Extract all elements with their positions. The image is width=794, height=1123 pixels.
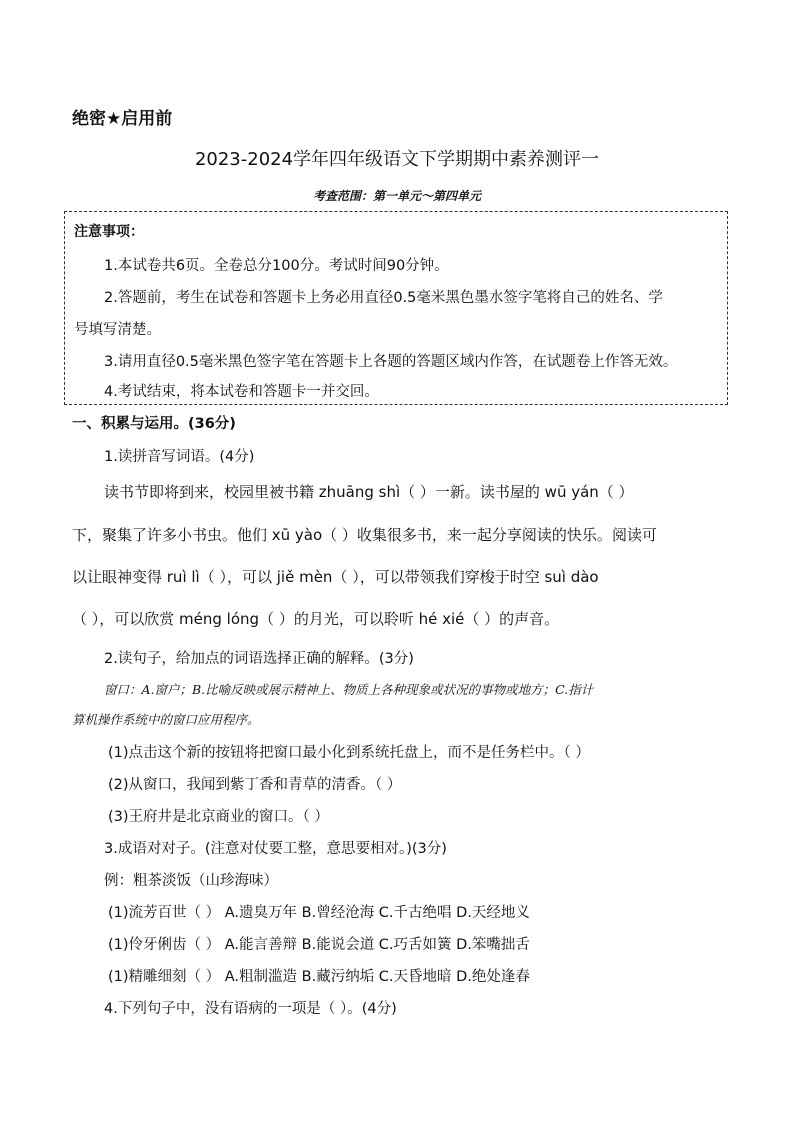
notice-heading: 注意事项： <box>74 224 144 240</box>
q2-item-1: (1)点击这个新的按钮将把窗口最小化到系统托盘上，而不是任务栏中。（ ） <box>108 745 590 761</box>
notice-item-2: 2.答题前，考生在试卷和答题卡上务必用直径0.5毫米黑色墨水签字笔将自己的姓名、学 <box>104 290 663 306</box>
q3-example: 例：粗茶淡饭（山珍海味） <box>104 873 278 889</box>
q1-line-4: （ ），可以欣赏 méng lóng（ ）的月光，可以聆听 hé xié（ ）的声音。 <box>72 610 560 628</box>
q1-line-3: 以让眼神变得 ruì lì（ ），可以 jiě mèn（ ），可以带领我们穿梭于时空 suì dào <box>72 568 599 586</box>
q1-title: 1.读拼音写词语。(4分) <box>104 449 255 465</box>
q3-item-1: (1)流芳百世（ ） A.遗臭万年 B.曾经沧海 C.千古绝唱 D.天经地义 <box>108 905 530 921</box>
q3-item-2: (1)伶牙俐齿（ ） A.能言善辩 B.能说会道 C.巧舌如簧 D.笨嘴拙舌 <box>108 937 530 953</box>
q2-definition-2: 算机操作系统中的窗口应用程序。 <box>72 712 260 727</box>
q2-definition-1: 窗口：A.窗户；B.比喻反映或展示精神上、物质上各种现象或状况的事物或地方；C.指计 <box>104 682 594 697</box>
section-heading: 一、积累与运用。(36分) <box>72 416 236 432</box>
q2-title: 2.读句子，给加点的词语选择正确的解释。(3分) <box>104 651 414 667</box>
exam-title: 2023-2024学年四年级语文下学期期中素养测评一 <box>194 149 600 170</box>
q1-line-1: 读书节即将到来，校园里被书籍 zhuāng shì（ ）一新。读书屋的 wū yán（ ） <box>104 483 634 501</box>
q2-item-2: (2)从窗口，我闻到紫丁香和青草的清香。（ ） <box>108 777 402 793</box>
exam-scope: 考查范围：第一单元～第四单元 <box>312 189 481 203</box>
q4-title: 4.下列句子中，没有语病的一项是（ ）。(4分) <box>104 1001 397 1017</box>
notice-item-3: 3.请用直径0.5毫米黑色签字笔在答题卡上各题的答题区域内作答，在试题卷上作答无效。 <box>104 354 678 370</box>
notice-item-2-cont: 号填写清楚。 <box>74 322 161 338</box>
q3-item-3: (1)精雕细刻（ ） A.粗制滥造 B.藏污纳垢 C.天昏地暗 D.绝处逢春 <box>108 969 530 985</box>
secret-label: 绝密★启用前 <box>72 109 173 129</box>
q1-line-2: 下，聚集了许多小书虫。他们 xū yào（ ）收集很多书，来一起分享阅读的快乐。阅读可 <box>72 526 657 544</box>
q2-item-3: (3)王府井是北京商业的窗口。（ ） <box>108 809 329 825</box>
q3-title: 3.成语对对子。(注意对仗要工整，意思要相对。)(3分) <box>104 841 447 857</box>
notice-box <box>64 211 728 405</box>
notice-item-1: 1.本试卷共6页。全卷总分100分。考试时间90分钟。 <box>104 258 449 274</box>
notice-item-4: 4.考试结束，将本试卷和答题卡一并交回。 <box>104 384 379 400</box>
